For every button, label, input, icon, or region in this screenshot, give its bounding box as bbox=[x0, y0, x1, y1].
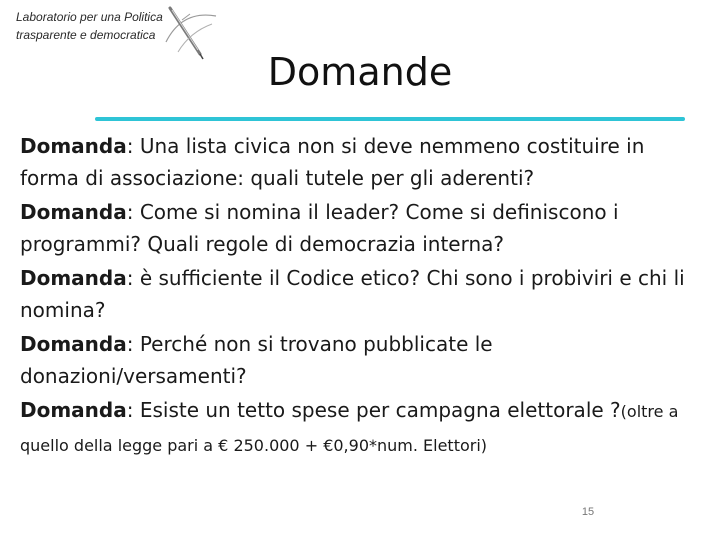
logo-line-1: Laboratorio per una Politica bbox=[16, 10, 163, 24]
question-item-3 bbox=[20, 262, 700, 326]
question-item-1 bbox=[20, 130, 700, 194]
page-number: 15 bbox=[581, 506, 595, 518]
question-item-2 bbox=[20, 196, 700, 260]
question-label: Domanda bbox=[20, 266, 127, 290]
logo-line-2: trasparente e democratica bbox=[16, 28, 156, 42]
question-label: Domanda bbox=[20, 134, 127, 158]
slide-title bbox=[0, 46, 720, 98]
question-text: : Una lista civica non si deve nemmeno costituire in forma di associazione: quali tutele per gli aderenti? bbox=[20, 134, 645, 190]
question-label: Domanda bbox=[20, 332, 127, 356]
question-label: Domanda bbox=[20, 200, 127, 224]
question-text: : è sufficiente il Codice etico? Chi sono i probiviri e chi li nomina? bbox=[20, 266, 685, 322]
question-list bbox=[20, 130, 700, 464]
title-divider bbox=[95, 117, 685, 121]
question-label: Domanda bbox=[20, 398, 127, 422]
question-text: : Perché non si trovano pubblicate le donazioni/versamenti? bbox=[20, 332, 493, 388]
question-text: : Esiste un tetto spese per campagna elettorale ? bbox=[126, 398, 621, 422]
question-item-5 bbox=[20, 394, 700, 462]
question-text: : Come si nomina il leader? Come si definiscono i programmi? Quali regole di democrazia interna? bbox=[20, 200, 619, 256]
question-item-4 bbox=[20, 328, 700, 392]
slide-title-text: Domande bbox=[267, 50, 453, 94]
logo-text bbox=[16, 8, 163, 44]
question-note: (oltre a quello della legge pari a € 250.000 + €0,90*num. Elettori) bbox=[20, 402, 679, 455]
